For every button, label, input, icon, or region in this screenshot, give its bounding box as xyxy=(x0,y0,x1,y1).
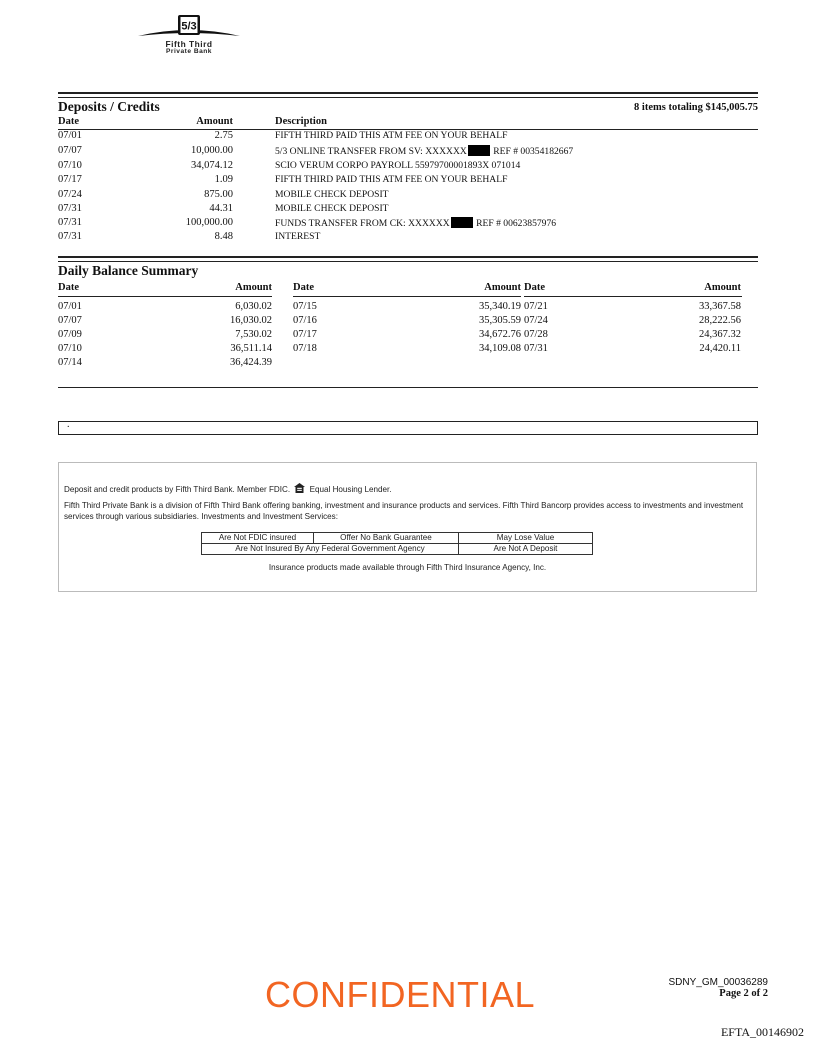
deposit-date: 07/31 xyxy=(58,231,82,242)
balance-date: 07/15 xyxy=(293,301,317,312)
balance-amount: 24,420.11 xyxy=(699,343,741,354)
description-ref: REF # 00354182667 xyxy=(493,146,574,157)
balance-amount: 35,305.59 xyxy=(479,315,521,326)
message-box xyxy=(58,421,758,435)
balance-date: 07/21 xyxy=(524,301,548,312)
divider xyxy=(58,256,758,258)
redaction-block xyxy=(451,217,473,228)
deposits-header-description: Description xyxy=(275,116,327,127)
deposit-date: 07/24 xyxy=(58,189,82,200)
divider xyxy=(58,97,758,98)
balance-amount: 6,030.02 xyxy=(235,301,272,312)
deposit-date: 07/31 xyxy=(58,217,82,228)
disclosure-box xyxy=(58,462,757,592)
deposit-amount: 875.00 xyxy=(204,189,233,200)
deposit-amount: 1.09 xyxy=(214,174,233,185)
balance-amount: 34,109.08 xyxy=(479,343,521,354)
disclosure-cell: May Lose Value xyxy=(459,533,593,544)
disclosure-paragraph: Fifth Third Private Bank is a division of Fifth Third Bank offering banking, investment and insurance products and services. Fifth Third Bancorp provides access to investments and investment services through various subsidiaries. Investments and Investment Services: xyxy=(64,501,744,521)
deposit-amount: 44.31 xyxy=(209,203,233,214)
balance-header-amount: Amount xyxy=(235,282,272,293)
deposit-amount: 8.48 xyxy=(214,231,233,242)
balance-amount: 16,030.02 xyxy=(230,315,272,326)
balance-date: 07/16 xyxy=(293,315,317,326)
deposit-description: INTEREST xyxy=(275,231,321,242)
deposit-date: 07/10 xyxy=(58,160,82,171)
page-number: Page 2 of 2 xyxy=(719,988,768,999)
deposit-description: SCIO VERUM CORPO PAYROLL 55979700001893X 071014 xyxy=(275,160,521,171)
bates-number: SDNY_GM_00036289 xyxy=(668,977,768,988)
balance-header-date: Date xyxy=(293,282,314,293)
disclosure-cell: Are Not FDIC insured xyxy=(202,533,314,544)
balance-amount: 34,672.76 xyxy=(479,329,521,340)
deposits-totals: 8 items totaling $145,005.75 xyxy=(634,102,758,113)
divider xyxy=(58,296,272,297)
divider xyxy=(58,261,758,262)
redaction-block xyxy=(468,145,490,156)
deposit-description xyxy=(275,217,556,229)
equal-housing-text: Equal Housing Lender. xyxy=(309,485,392,494)
efta-number: EFTA_00146902 xyxy=(720,1025,804,1039)
svg-text:5/3: 5/3 xyxy=(181,20,197,33)
investment-disclosure-table xyxy=(201,532,593,555)
deposit-description: MOBILE CHECK DEPOSIT xyxy=(275,203,389,214)
divider xyxy=(58,92,758,94)
balance-date: 07/28 xyxy=(524,329,548,340)
deposit-amount: 34,074.12 xyxy=(191,160,233,171)
deposit-amount: 10,000.00 xyxy=(191,145,233,156)
insurance-note: Insurance products made available through Fifth Third Insurance Agency, Inc. xyxy=(268,563,547,572)
balance-amount: 7,530.02 xyxy=(235,329,272,340)
deposit-date: 07/31 xyxy=(58,203,82,214)
divider xyxy=(524,296,742,297)
deposits-header-date: Date xyxy=(58,116,79,127)
balance-amount: 36,424.39 xyxy=(230,357,272,368)
message-text: . xyxy=(67,419,70,430)
divider xyxy=(58,387,758,388)
disclosure-cell: Are Not A Deposit xyxy=(459,544,593,555)
balance-header-amount: Amount xyxy=(484,282,521,293)
deposit-amount: 100,000.00 xyxy=(185,217,233,228)
balance-amount: 35,340.19 xyxy=(479,301,521,312)
balance-date: 07/24 xyxy=(524,315,548,326)
equal-housing-icon xyxy=(294,483,305,493)
balance-amount: 24,367.32 xyxy=(699,329,741,340)
description-text: 5/3 ONLINE TRANSFER FROM SV: XXXXXX xyxy=(275,146,467,157)
balance-amount: 28,222.56 xyxy=(699,315,741,326)
bank-logo xyxy=(136,14,242,58)
deposit-description: MOBILE CHECK DEPOSIT xyxy=(275,189,389,200)
balance-amount: 36,511.14 xyxy=(230,343,272,354)
balance-header-amount: Amount xyxy=(704,282,741,293)
deposit-date: 07/07 xyxy=(58,145,82,156)
deposit-date: 07/17 xyxy=(58,174,82,185)
balance-header-date: Date xyxy=(524,282,545,293)
balance-date: 07/18 xyxy=(293,343,317,354)
balance-amount: 33,367.58 xyxy=(699,301,741,312)
logo-text-line2: Private Bank xyxy=(166,48,212,55)
balance-date: 07/14 xyxy=(58,357,82,368)
balance-header-date: Date xyxy=(58,282,79,293)
description-text: FUNDS TRANSFER FROM CK: XXXXXX xyxy=(275,218,450,229)
divider xyxy=(293,296,521,297)
deposits-section-title: Deposits / Credits xyxy=(58,99,160,114)
description-ref: REF # 00623857976 xyxy=(476,218,557,229)
deposit-amount: 2.75 xyxy=(214,130,233,141)
balance-date: 07/07 xyxy=(58,315,82,326)
disclosure-cell: Offer No Bank Guarantee xyxy=(314,533,459,544)
fdic-text: Deposit and credit products by Fifth Third Bank. Member FDIC. xyxy=(64,485,291,494)
fdic-line xyxy=(64,483,392,494)
confidential-stamp: CONFIDENTIAL xyxy=(265,974,536,1015)
deposit-description: FIFTH THIRD PAID THIS ATM FEE ON YOUR BEHALF xyxy=(275,130,508,141)
deposit-description xyxy=(275,145,573,157)
balance-date: 07/17 xyxy=(293,329,317,340)
balance-date: 07/09 xyxy=(58,329,82,340)
deposit-description: FIFTH THIRD PAID THIS ATM FEE ON YOUR BEHALF xyxy=(275,174,508,185)
logo-text-line1: Fifth Third xyxy=(165,39,213,49)
fifth-third-logo-icon xyxy=(136,14,242,40)
balance-section-title: Daily Balance Summary xyxy=(58,263,199,278)
balance-date: 07/31 xyxy=(524,343,548,354)
deposits-header-amount: Amount xyxy=(196,116,233,127)
disclosure-cell: Are Not Insured By Any Federal Government Agency xyxy=(202,544,459,555)
balance-date: 07/10 xyxy=(58,343,82,354)
deposit-date: 07/01 xyxy=(58,130,82,141)
balance-date: 07/01 xyxy=(58,301,82,312)
